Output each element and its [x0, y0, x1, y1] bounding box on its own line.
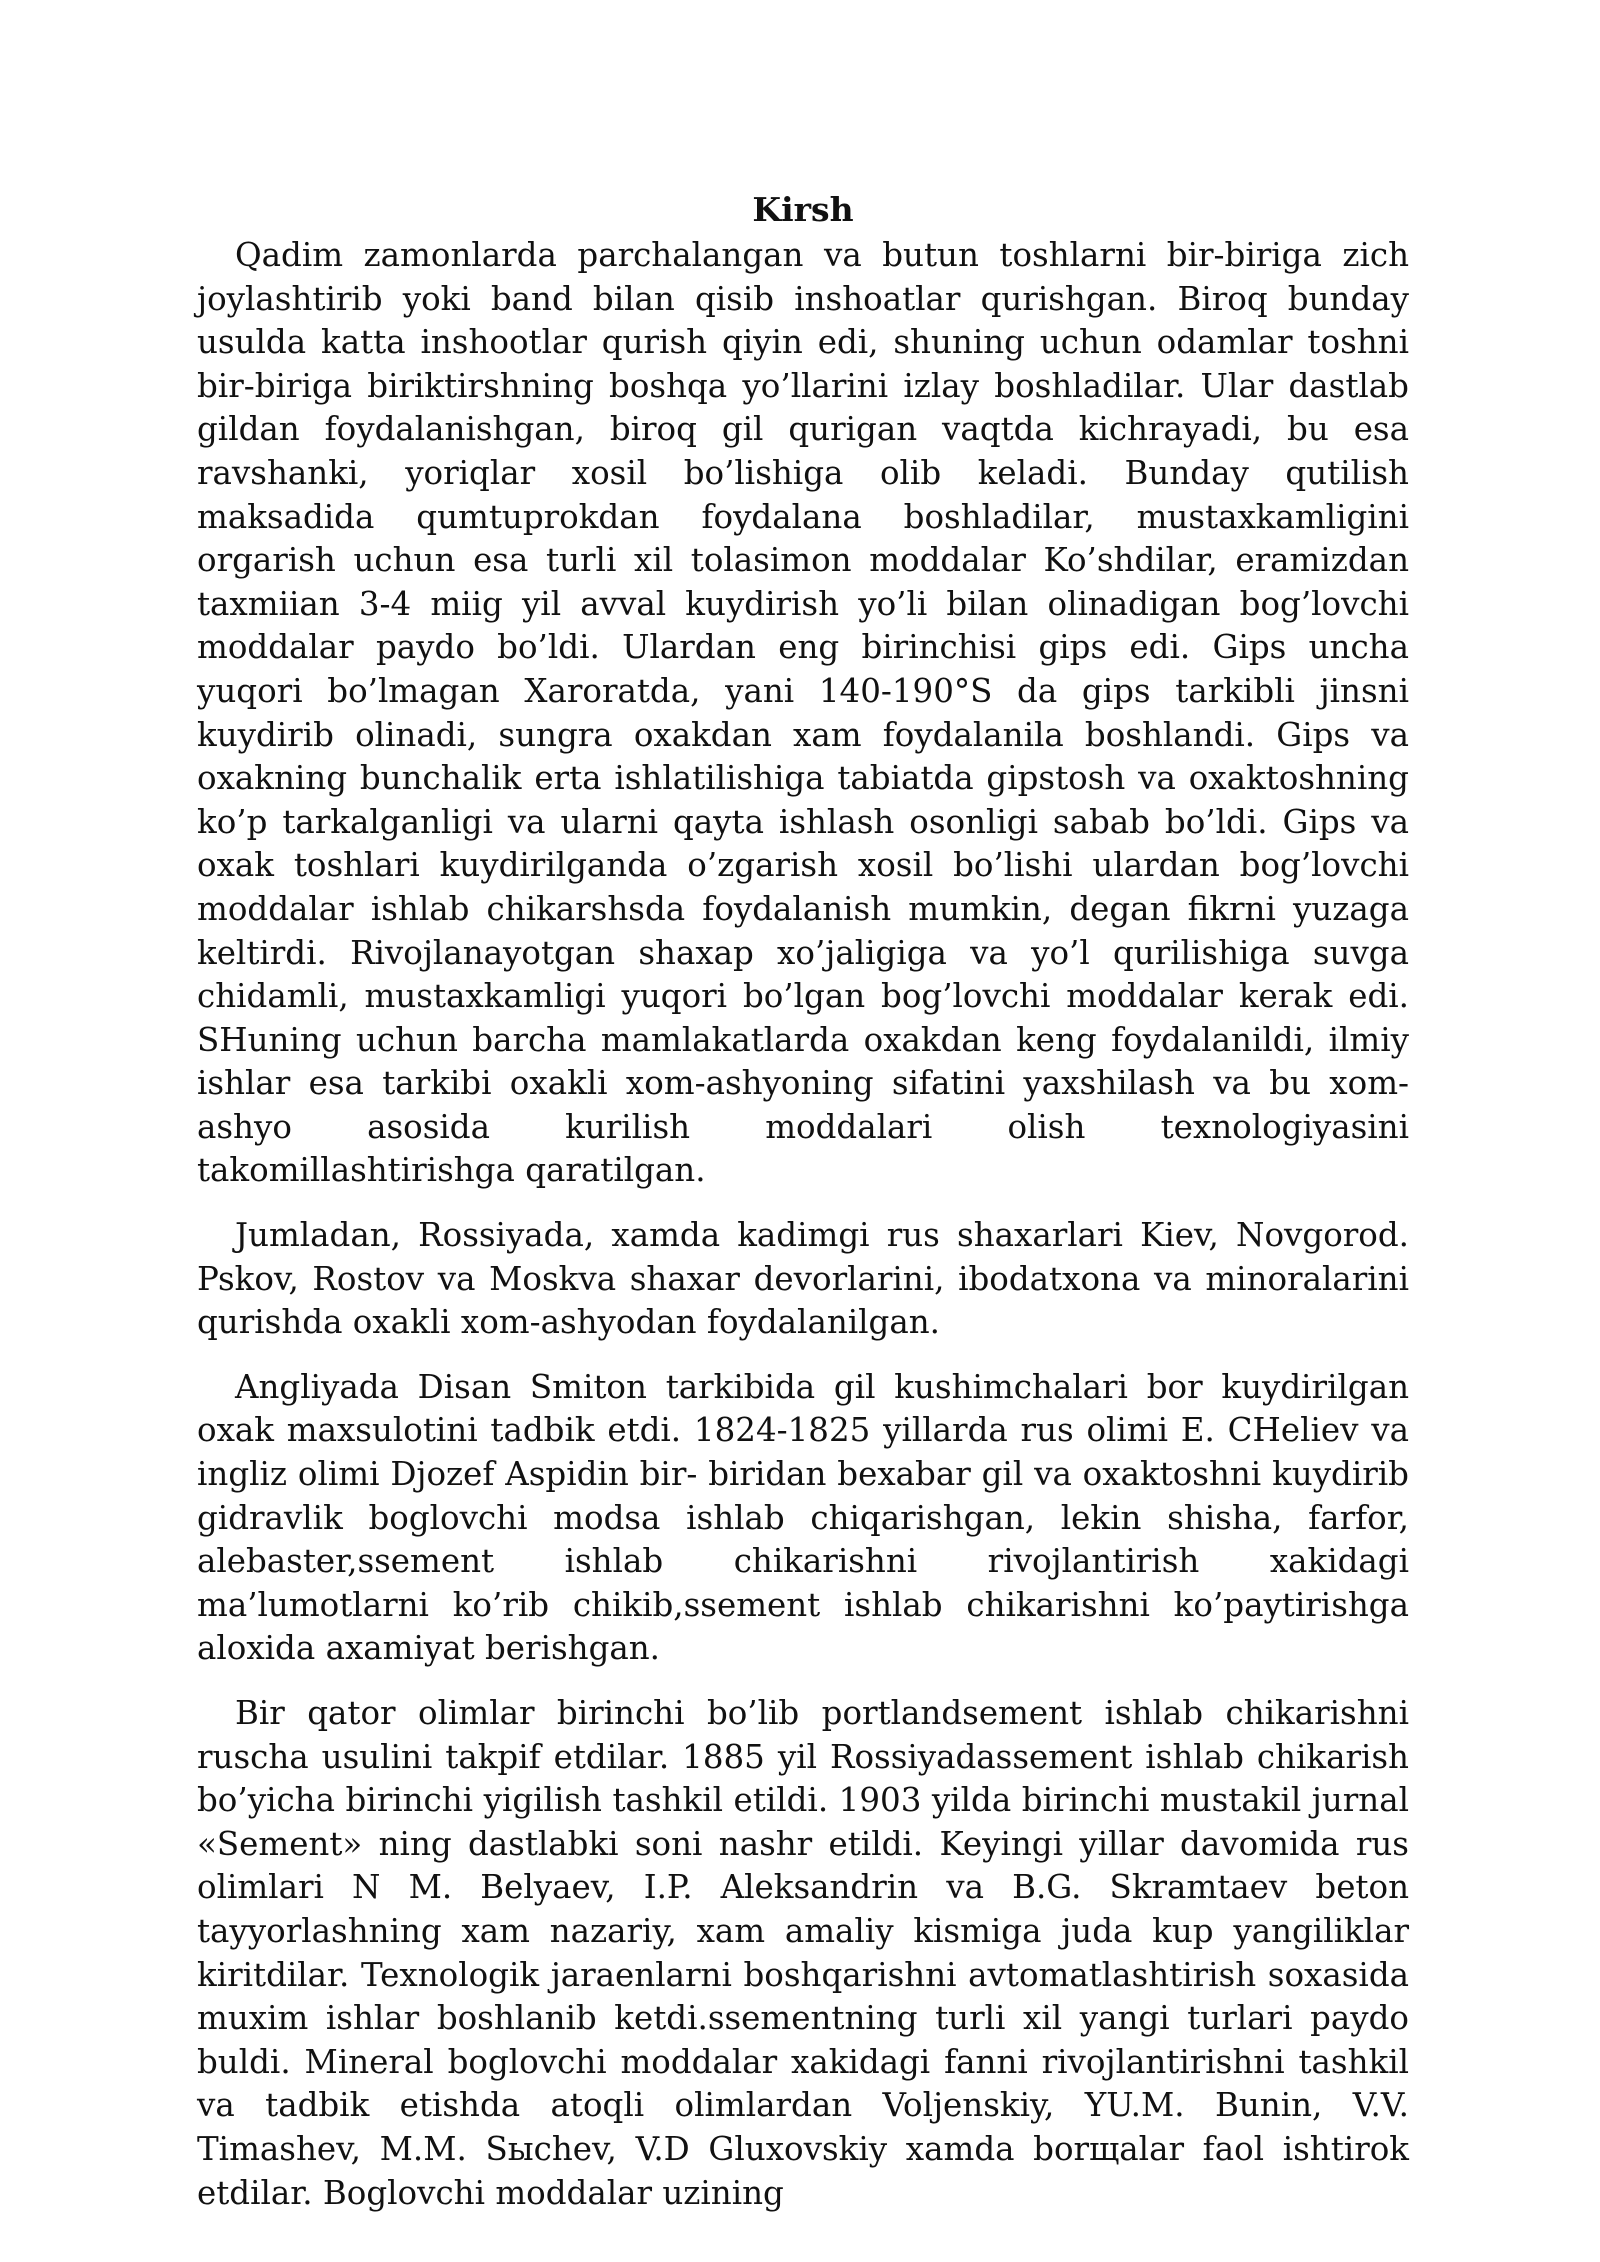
paragraph-russia: Jumladan, Rossiyada, xamda kadimgi rus shaxarlari Kiev, Novgorod. Pskov, Rostov va Moskva shaxar devorlarini, ibodatxona va minoralarini qurishda oxakli xom-ashyodan foydalanilgan. [197, 1216, 1409, 1342]
paragraph-scientists: Bir qator olimlar birinchi bo’lib portlandsement ishlab chikarishni ruscha usulini takpif etdilar. 1885 yil Rossiyadassement ishlab chikarish bo’yicha birinchi yigilish tashkil etildi. 1903 yilda birinchi mustakil jurnal «Sement» ning dastlabki soni nashr etildi. Keyingi yillar davomida rus olimlari N M. Belyaev, I.P. Aleksandrin va B.G. Skramtaev beton tayyorlashning xam nazariy, xam amaliy kismiga juda kup yangiliklar kiritdilar. Texnologik jaraenlarni boshqarishni avtomatlashtirish soxasida muxim ishlar boshlanib ketdi.ssementning turli xil yangi turlari paydo buldi. Mineral boglovchi moddalar xakidagi fanni rivojlantirishni tashkil va tadbik etishda atoqli olimlardan Voljenskiy, YU.M. Bunin, V.V. Timashev, M.M. Sыchev, V.D Gluxovskiy xamda borщalar faol ishtirok etdilar. Boglovchi moddalar uzining [197, 1694, 1409, 2212]
paragraph-intro: Qadim zamonlarda parchalangan va butun toshlarni bir-biriga zich joylashtirib yoki band bilan qisib inshoatlar qurishgan. Biroq bunday usulda katta inshootlar qurish qiyin edi, shuning uchun odamlar toshni bir-biriga biriktirshning boshqa yo’llarini izlay boshladilar. Ular dastlab gildan foydalanishgan, biroq gil qurigan vaqtda kichrayadi, bu esa ravshanki, yoriqlar xosil bo’lishiga olib keladi. Bunday qutilish maksadida qumtuprokdan foydalana boshladilar, mustaxkamligini orgarish uchun esa turli xil tolasimon moddalar Ko’shdilar, eramizdan taxmiian 3-4 miig yil avval kuydirish yo’li bilan olinadigan bog’lovchi moddalar paydo bo’ldi. Ulardan eng birinchisi gips edi. Gips uncha yuqori bo’lmagan Xaroratda, yani 140-190°S da gips tarkibli jinsni kuydirib olinadi, sungra oxakdan xam foydalanila boshlandi. Gips va oxakning bunchalik erta ishlatilishiga tabiatda gipstosh va oxaktoshning ko’p tarkalganligi va ularni qayta ishlash osonligi sabab bo’ldi. Gips va oxak toshlari kuydirilganda o’zgarish xosil bo’lishi ulardan bog’lovchi moddalar ishlab chikarshsda foydalanish mumkin, degan fikrni yuzaga keltirdi. Rivojlanayotgan shaxap xo’jaligiga va yo’l qurilishiga suvga chidamli, mustaxkamligi yuqori bo’lgan bog’lovchi moddalar kerak edi. SHuning uchun barcha mamlakatlarda oxakdan keng foydalanildi, ilmiy ishlar esa tarkibi oxakli xom-ashyoning sifatini yaxshilash va bu xom-ashyo asosida kurilish moddalari olish texnologiyasini takomillashtirishga qaratilgan. [197, 236, 1409, 1190]
document-title: Kirsh [752, 190, 854, 229]
paragraph-england: Angliyada Disan Smiton tarkibida gil kushimchalari bor kuydirilgan oxak maxsulotini tadbik etdi. 1824-1825 yillarda rus olimi E. CHeliev va ingliz olimi Djozef Aspidin bir- biridan bexabar gil va oxaktoshni kuydirib gidravlik boglovchi modsa ishlab chiqarishgan, lekin shisha, farfor, alebaster,ssement ishlab chikarishni rivojlantirish xakidagi ma’lumotlarni ko’rib chikib,ssement ishlab chikarishni ko’paytirishga aloxida axamiyat berishgan. [197, 1367, 1409, 1668]
document-page [197, 188, 1409, 2215]
